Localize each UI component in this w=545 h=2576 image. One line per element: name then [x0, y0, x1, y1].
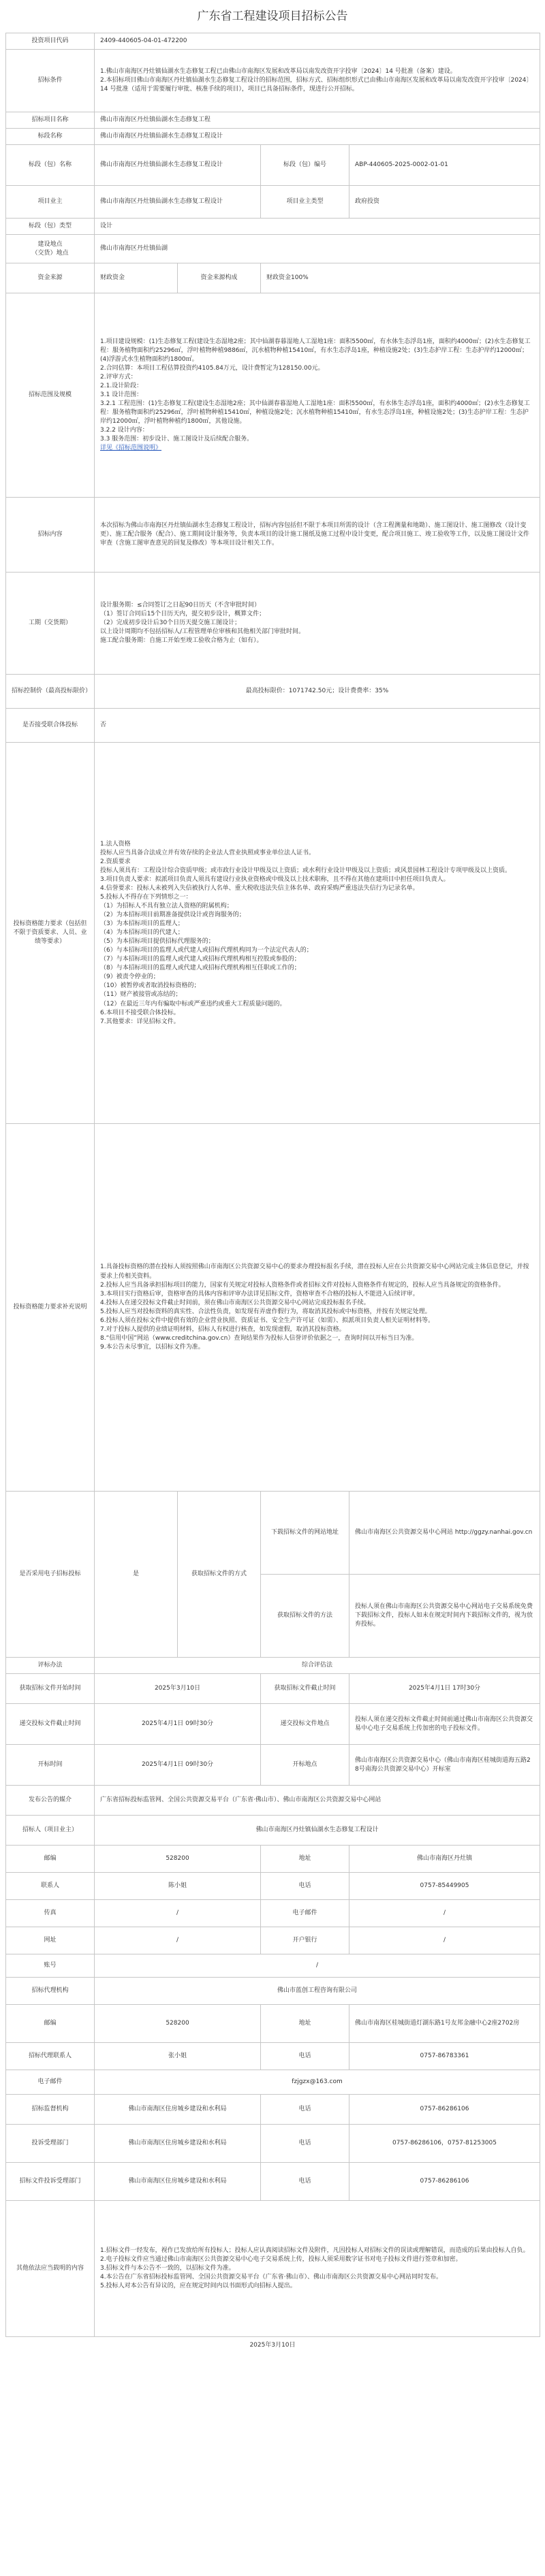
value-submit-end: 2025年4月1日 09时30分	[95, 1704, 261, 1745]
value-content: 本次招标为佛山市南海区丹灶镇仙湖水生态修复工程设计，招标内容包括但不限于本项目所需的设计（含工程测量和地勘）、施工图设计、施工图修改（设计变更）、施工配合服务（配合）、施工期间设计服务等，负责本项目的设计施工图纸及施工过程中设计变更，配合项目施工、竣工验收等工作，以及施工图设计文件审查（含施工图审查意见的回复及修改）等本项目设计相关工作。	[95, 498, 540, 573]
scope-line: 2.合同估算：本项目工程估算投资约4105.84万元，设计费暂定为128150.00元。	[100, 365, 324, 372]
value-person: 陈小姐	[95, 1873, 261, 1900]
label-open-time: 开标时间	[6, 1745, 95, 1786]
other-req-line: 8.“信用中国”网站（www.creditchina.gov.cn）查询结果作为投标人信誉评价依据之一，查询时间以开标当日为准。	[100, 1334, 418, 1342]
value-agent-person: 张小姐	[95, 2043, 261, 2070]
row-agent-zip-addr	[6, 2005, 540, 2043]
value-doc-dept-tel: 0757-86286106	[349, 2163, 540, 2201]
period-line: （2）完成初步设计后30个日历天提交施工图设计；	[100, 619, 241, 627]
label-tel: 电话	[261, 1873, 349, 1900]
value-bank: /	[349, 1927, 540, 1954]
label-tenderer: 标段（包）名称	[6, 145, 95, 186]
value-tenderer-contact: 佛山市南海区丹灶镇仙湖水生态修复工程设计	[95, 1816, 540, 1846]
value-tenderer: 佛山市南海区丹灶镇仙湖水生态修复工程设计	[95, 145, 261, 186]
label-joint: 是否接受联合体投标	[6, 709, 95, 743]
label-period: 工期（交货期）	[6, 573, 95, 675]
label-obtain-start: 获取招标文件开始时间	[6, 1674, 95, 1704]
value-agent-addr: 佛山市南海区桂城街道灯湖东路1号友邦金融中心2座2702房	[349, 2005, 540, 2043]
label-addr: 地址	[261, 1846, 349, 1873]
row-agent-person	[6, 2043, 540, 2070]
label-other-requirements: 投标资格能力要求补充说明	[6, 1124, 95, 1492]
qual-line: （1）为招标人不具有独立法人资格的附属机构；	[100, 903, 233, 910]
label-agent-person: 招标代理联系人	[6, 2043, 95, 2070]
period-line: 以上设计周期均不包括招标人/工程管理单位审核和其他相关部门审批时间。	[100, 628, 305, 636]
scope-line: 3.1 设计范围：	[100, 391, 143, 399]
label-agent: 招标代理机构	[6, 1978, 95, 2005]
value-web: /	[95, 1927, 261, 1954]
value-complain: 佛山市南海区住房城乡建设和水利局	[95, 2125, 261, 2163]
row-section-type	[6, 219, 540, 235]
value-section-type: 设计	[95, 219, 540, 235]
value-owner-type: 政府投资	[349, 186, 540, 219]
period-line: 设计服务期：≤合同签订之日起90日历天（不含审批时间）	[100, 602, 260, 609]
value-addr: 佛山市南海区丹灶镇	[349, 1846, 540, 1873]
label-complain-tel: 电话	[261, 2125, 349, 2163]
qual-line: 7.其他要求：详见招标文件。	[100, 1018, 180, 1025]
label-conditions: 招标条件	[6, 50, 95, 112]
label-project-code: 投资项目代码	[6, 33, 95, 50]
value-obtain-start: 2025年3月10日	[95, 1674, 261, 1704]
period-line: 施工配合服务期：自施工开始至竣工验收合格为止（如有）。	[100, 637, 263, 645]
qual-line: （11）财产被接管或冻结的；	[100, 991, 182, 999]
qual-line: （6）与本招标项目的监理人或代建人或招标代理机构同为一个法定代表人的；	[100, 947, 313, 954]
value-location: 佛山市南海区丹灶镇仙湖	[95, 235, 540, 263]
notes-line: 3.招标文件与本公告不一致的，以招标文件为准。	[100, 2265, 235, 2272]
conditions-line: 1.佛山市南海区丹灶镇仙湖水生态修复工程已由佛山市南海区发展和改革局以南发改资开字投审〔2024〕14 号批准（备案）建设。	[100, 67, 456, 75]
qual-line: （3）为本招标项目的监理人；	[100, 920, 184, 928]
value-open-addr: 佛山市南海区公共资源交易中心（佛山市南海区桂城街道海五路28号南海公共资源交易中心）开标室	[349, 1745, 540, 1786]
value-fax: /	[95, 1900, 261, 1927]
label-obtain-way: 获取招标文件的方法	[261, 1575, 349, 1658]
scope-line: 1.项目建设规模：(1)生态修复工程(建设生态湿地2座；其中仙湖春暮湿地人工湿地1座：面积5500㎡，有水体生态浮岛1座，面积约4000㎡；(2)水生态修复工程：服务植物面积约25296㎡，浮叶植物种植9886㎡，沉水植物种植15410㎡，有水生态浮岛1座，种植设施2处；(3)生态护岸工程：生态护岸约12000㎡；(4)浮游式水生植物面积约1800㎡。	[100, 338, 531, 363]
label-supervise: 招标监督机构	[6, 2095, 95, 2125]
qual-line: 1.法人资格	[100, 840, 131, 848]
label-bank: 开户银行	[261, 1927, 349, 1954]
row-qualification	[6, 743, 540, 1124]
value-agent: 佛山市蓝创工程咨询有限公司	[95, 1978, 540, 2005]
conditions-line: 2.本招标项目佛山市南海区丹灶镇仙湖水生态修复工程设计的招标范围，招标方式、招标组织形式已由佛山市南海区发展和改革局以南发改资开字投审〔2024〕14 号批准（适用于需要履行审批、核准手续的项目），项目已具备招标条件，现进行公开招标。	[100, 77, 533, 93]
other-req-line: 6.投标人须在投标文件中提供有效的企业营业执照、资质证书、安全生产许可证（如需）、拟派项目负责人相关证明材料等。	[100, 1317, 435, 1324]
notes-line: 1.招标文件一经发布，视作已发放给所有投标人；投标人应认真阅读招标文件及附件，凡因投标人对招标文件的误读或理解错误，而造成的后果由投标人自负。	[100, 2247, 529, 2255]
row-doc-dept	[6, 2163, 540, 2201]
qual-line: （10）被暂停或者取消投标资格的；	[100, 982, 200, 990]
qual-line: （4）为本招标项目的代建人；	[100, 929, 184, 937]
row-scope	[6, 293, 540, 498]
row-obtain-time	[6, 1674, 540, 1704]
value-media: 广东省招标投标监管网、全国公共资源交易平台（广东省·佛山市）、佛山市南海区公共资源交易中心网站	[95, 1786, 540, 1816]
row-tenderer	[6, 145, 540, 186]
value-agent-tel: 0757-86783361	[349, 2043, 540, 2070]
row-account	[6, 1954, 540, 1978]
label-doc-dept: 招标文件投诉受理部门	[6, 2163, 95, 2201]
label-zip: 邮编	[6, 1846, 95, 1873]
row-zip-addr	[6, 1846, 540, 1873]
label-doc-dept-tel: 电话	[261, 2163, 349, 2201]
label-complain: 投诉受理部门	[6, 2125, 95, 2163]
value-download-site[interactable]: 佛山市南海区公共资源交易中心网站 http://ggzy.nanhai.gov.cn	[349, 1492, 540, 1575]
row-project-name	[6, 112, 540, 129]
value-period	[95, 573, 540, 675]
row-conditions	[6, 50, 540, 112]
label-qualification: 投标资格能力要求（包括但不限于资质要求、人员、业绩等要求）	[6, 743, 95, 1124]
qual-line: （8）与本招标项目的监理人或代建人或招标代理机构相互任职或工作的；	[100, 965, 300, 972]
announcement-table	[5, 33, 540, 2337]
row-fax-email	[6, 1900, 540, 1927]
row-agent	[6, 1978, 540, 2005]
value-project-code: 2409-440605-04-01-472200	[95, 33, 540, 50]
scope-link[interactable]: 详见《招标范围说明》	[100, 445, 162, 452]
row-agent-email	[6, 2070, 540, 2095]
value-electronic: 是	[95, 1492, 178, 1658]
row-other-requirements	[6, 1124, 540, 1492]
label-media: 发布公告的媒介	[6, 1786, 95, 1816]
label-submit-addr: 递交投标文件地点	[261, 1704, 349, 1745]
label-agent-addr: 地址	[261, 2005, 349, 2043]
qual-line: 4.信誉要求：投标人未被列入失信被执行人名单、重大税收违法失信主体名单、政府采购严重违法失信行为记录名单。	[100, 884, 419, 892]
label-fax: 传真	[6, 1900, 95, 1927]
label-web: 网址	[6, 1927, 95, 1954]
value-supervise: 佛山市南海区住房城乡建设和水利局	[95, 2095, 261, 2125]
label-supervise-tel: 电话	[261, 2095, 349, 2125]
label-section-name: 标段名称	[6, 129, 95, 145]
row-period	[6, 573, 540, 675]
value-submit-addr: 投标人须在递交投标文件截止时间前通过佛山市南海区公共资源交易中心电子交易系统上传加密的电子投标文件。	[349, 1704, 540, 1745]
value-other-requirements	[95, 1124, 540, 1492]
row-electronic-1	[6, 1492, 540, 1575]
qual-line: 2.资质要求	[100, 858, 131, 865]
label-open-addr: 开标地点	[261, 1745, 349, 1786]
row-budget	[6, 675, 540, 709]
row-section-name	[6, 129, 540, 145]
scope-line: 2.评审方式：	[100, 374, 137, 381]
label-email: 电子邮件	[261, 1900, 349, 1927]
label-download-site: 下载招标文件的网站地址	[261, 1492, 349, 1575]
qual-line: （5）为本招标项目提供招标代理服务的；	[100, 938, 215, 946]
label-owner: 项目业主	[6, 186, 95, 219]
label-obtain-end: 获取招标文件截止时间	[261, 1674, 349, 1704]
label-notes: 其他依法应当载明的内容	[6, 2201, 95, 2337]
label-location: 建设地点 （交货）地点	[6, 235, 95, 263]
value-eval: 综合评估法	[95, 1658, 540, 1674]
value-qualification	[95, 743, 540, 1124]
label-agent-email: 电子邮件	[6, 2070, 95, 2095]
scope-line: 3.2.1 工程范围：(1)生态修复工程(建设生态湿地2座；其中仙湖春暮湿地人工湿地1座：面积5500㎡，有水体生态浮岛1座，面积约4000㎡；(2)水生态修复工程：服务植物面积约25296㎡，浮叶植物种植15410㎡，种植设施2处；沉水植物种植15410㎡，有水生态浮岛1座，种植设施2处；(3)生态护岸工程：生态护岸约12000㎡，浮叶植物种植约1800㎡，其他设施。	[100, 400, 530, 425]
value-zip: 528200	[95, 1846, 261, 1873]
qual-line: （12）在最近三年内有骗取中标或严重违约或重大工程质量问题的。	[100, 1000, 286, 1008]
row-tenderer-contact	[6, 1816, 540, 1846]
label-agent-zip: 邮编	[6, 2005, 95, 2043]
label-content: 招标内容	[6, 498, 95, 573]
row-web-bank	[6, 1927, 540, 1954]
notes-line: 5.投标人对本公告有异议的，应在规定时间内以书面形式向招标人提出。	[100, 2283, 296, 2290]
value-obtain-way: 投标人须在佛山市南海区公共资源交易中心网站电子交易系统免费下载招标文件，投标人如未在规定时间内下载招标文件的，视为放弃投标。	[349, 1575, 540, 1658]
other-req-line: 1.具备投标资格的潜在投标人须按照佛山市南海区公共资源交易中心的要求办理投标报名手续，潜在投标人应在公共资源交易中心网站完成主体信息登记，并按要求上传相关资料。	[100, 1263, 529, 1280]
value-agent-email: fzjgzx@163.com	[95, 2070, 540, 2095]
label-scope: 招标范围及规模	[6, 293, 95, 498]
row-media	[6, 1786, 540, 1816]
label-electronic: 是否采用电子招标投标	[6, 1492, 95, 1658]
value-section-code: ABP-440605-2025-0002-01-01	[349, 145, 540, 186]
row-content	[6, 498, 540, 573]
label-eval: 评标办法	[6, 1658, 95, 1674]
label-person: 联系人	[6, 1873, 95, 1900]
label-obtain-method: 获取招标文件的方式	[178, 1492, 261, 1658]
label-section-type: 标段（包）类型	[6, 219, 95, 235]
value-open-time: 2025年4月1日 09时30分	[95, 1745, 261, 1786]
other-req-line: 5.投标人应当对投标资料的真实性、合法性负责，如发现有弄虚作假行为，将取消其投标或中标资格，并按有关规定处理。	[100, 1308, 431, 1315]
row-open	[6, 1745, 540, 1786]
row-owner	[6, 186, 540, 219]
value-tel: 0757-85449905	[349, 1873, 540, 1900]
label-fund: 资金来源	[6, 263, 95, 293]
label-project-name: 招标项目名称	[6, 112, 95, 129]
qual-line: （2）为本招标项目前期准备提供设计或咨询服务的；	[100, 912, 245, 919]
label-submit-end: 递交投标文件截止时间	[6, 1704, 95, 1745]
row-eval	[6, 1658, 540, 1674]
value-project-name: 佛山市南海区丹灶镇仙湖水生态修复工程	[95, 112, 540, 129]
row-project-code	[6, 33, 540, 50]
row-joint	[6, 709, 540, 743]
qual-line: 投标人应当具备合法成立并有效存续的企业法人营业执照或事业单位法人证书。	[100, 849, 315, 856]
value-section-name: 佛山市南海区丹灶镇仙湖水生态修复工程设计	[95, 129, 540, 145]
period-line: （1）签订合同后15个日历天内，提交初步设计，概算文件；	[100, 611, 266, 618]
row-person-tel	[6, 1873, 540, 1900]
value-conditions	[95, 50, 540, 112]
label-owner-type: 项目业主类型	[261, 186, 349, 219]
other-req-line: 3.本项目实行资格后审，资格审查的具体内容和评审办法详见招标文件，资格审查不合格的投标人不能进入后续评审。	[100, 1290, 419, 1298]
label-budget: 招标控制价（最高投标限价）	[6, 675, 95, 709]
label-section-code: 标段（包）编号	[261, 145, 349, 186]
other-req-line: 4.投标人在递交投标文件截止时间前，须在佛山市南海区公共资源交易中心网站完成投标报名手续。	[100, 1299, 370, 1306]
value-joint: 否	[95, 709, 540, 743]
row-location	[6, 235, 540, 263]
scope-line: 3.3 服务范围：初步设计、施工图设计及后续配合服务。	[100, 436, 253, 443]
notes-line: 4.本公告在广东省招标投标监管网、全国公共资源交易平台（广东省·佛山市）、佛山市南海区公共资源交易中心网站同时发布。	[100, 2274, 442, 2281]
publish-date: 2025年3月10日	[249, 2342, 296, 2349]
row-fund	[6, 263, 540, 293]
row-submit	[6, 1704, 540, 1745]
qual-line: （7）与本招标项目的监理人或代建人或招标代理机构相互控股或参股的；	[100, 956, 300, 963]
qual-line: 投标人须具有：工程设计综合资质甲级；或市政行业设计甲级及以上资质；或水利行业设计甲级及以上资质；或风景园林工程设计专项甲级及以上资质。	[100, 867, 512, 874]
row-complain	[6, 2125, 540, 2163]
qual-line: 6.本项目不接受联合体投标。	[100, 1009, 180, 1016]
label-account: 账号	[6, 1954, 95, 1978]
qual-line: 3.项目负责人要求：拟派项目负责人须具有建设行业执业资格或中级及以上技术职称，且不得在其他在建项目中担任项目负责人。	[100, 875, 450, 883]
qual-line: （9）被责令停业的；	[100, 973, 159, 981]
value-doc-dept: 佛山市南海区住房城乡建设和水利局	[95, 2163, 261, 2201]
value-scope	[95, 293, 540, 498]
value-obtain-end: 2025年4月1日 17时30分	[349, 1674, 540, 1704]
row-notes	[6, 2201, 540, 2337]
value-budget: 最高投标限价：1071742.50元；设计费费率：35%	[95, 675, 540, 709]
other-req-line: 7.对于投标人提供的业绩证明材料，招标人有权进行核查，如发现虚假，取消其投标资格。	[100, 1325, 345, 1333]
value-supervise-tel: 0757-86286106	[349, 2095, 540, 2125]
value-fund: 财政资金	[95, 263, 178, 293]
notes-line: 2.电子投标文件应当通过佛山市南海区公共资源交易中心电子交易系统上传，投标人须采用数字证书对电子投标文件进行签章和加密。	[100, 2256, 462, 2264]
value-email: /	[349, 1900, 540, 1927]
other-req-line: 9.本公告未尽事宜，以招标文件为准。	[100, 1343, 204, 1351]
other-req-line: 2.投标人应当具备承担招标项目的能力，国家有关规定对投标人资格条件或者招标文件对投标人资格条件有规定的，投标人应当具备规定的资格条件。	[100, 1281, 505, 1289]
scope-line: 3.2.2 设计内容：	[100, 427, 149, 434]
row-supervise	[6, 2095, 540, 2125]
value-fund-ratio: 财政资金100%	[261, 263, 540, 293]
value-notes	[95, 2201, 540, 2337]
value-account: /	[95, 1954, 540, 1978]
value-agent-zip: 528200	[95, 2005, 261, 2043]
label-fund-ratio: 资金来源构成	[178, 263, 261, 293]
page-title: 广东省工程建设项目招标公告	[197, 9, 348, 23]
label-tenderer-contact: 招标人（项目业主）	[6, 1816, 95, 1846]
value-owner: 佛山市南海区丹灶镇仙湖水生态修复工程设计	[95, 186, 261, 219]
value-complain-tel: 0757-86286106，0757-81253005	[349, 2125, 540, 2163]
qual-line: 5.投标人不得存在下列情形之一：	[100, 893, 192, 901]
scope-line: 2.1.设计阶段：	[100, 383, 143, 390]
label-agent-tel: 电话	[261, 2043, 349, 2070]
